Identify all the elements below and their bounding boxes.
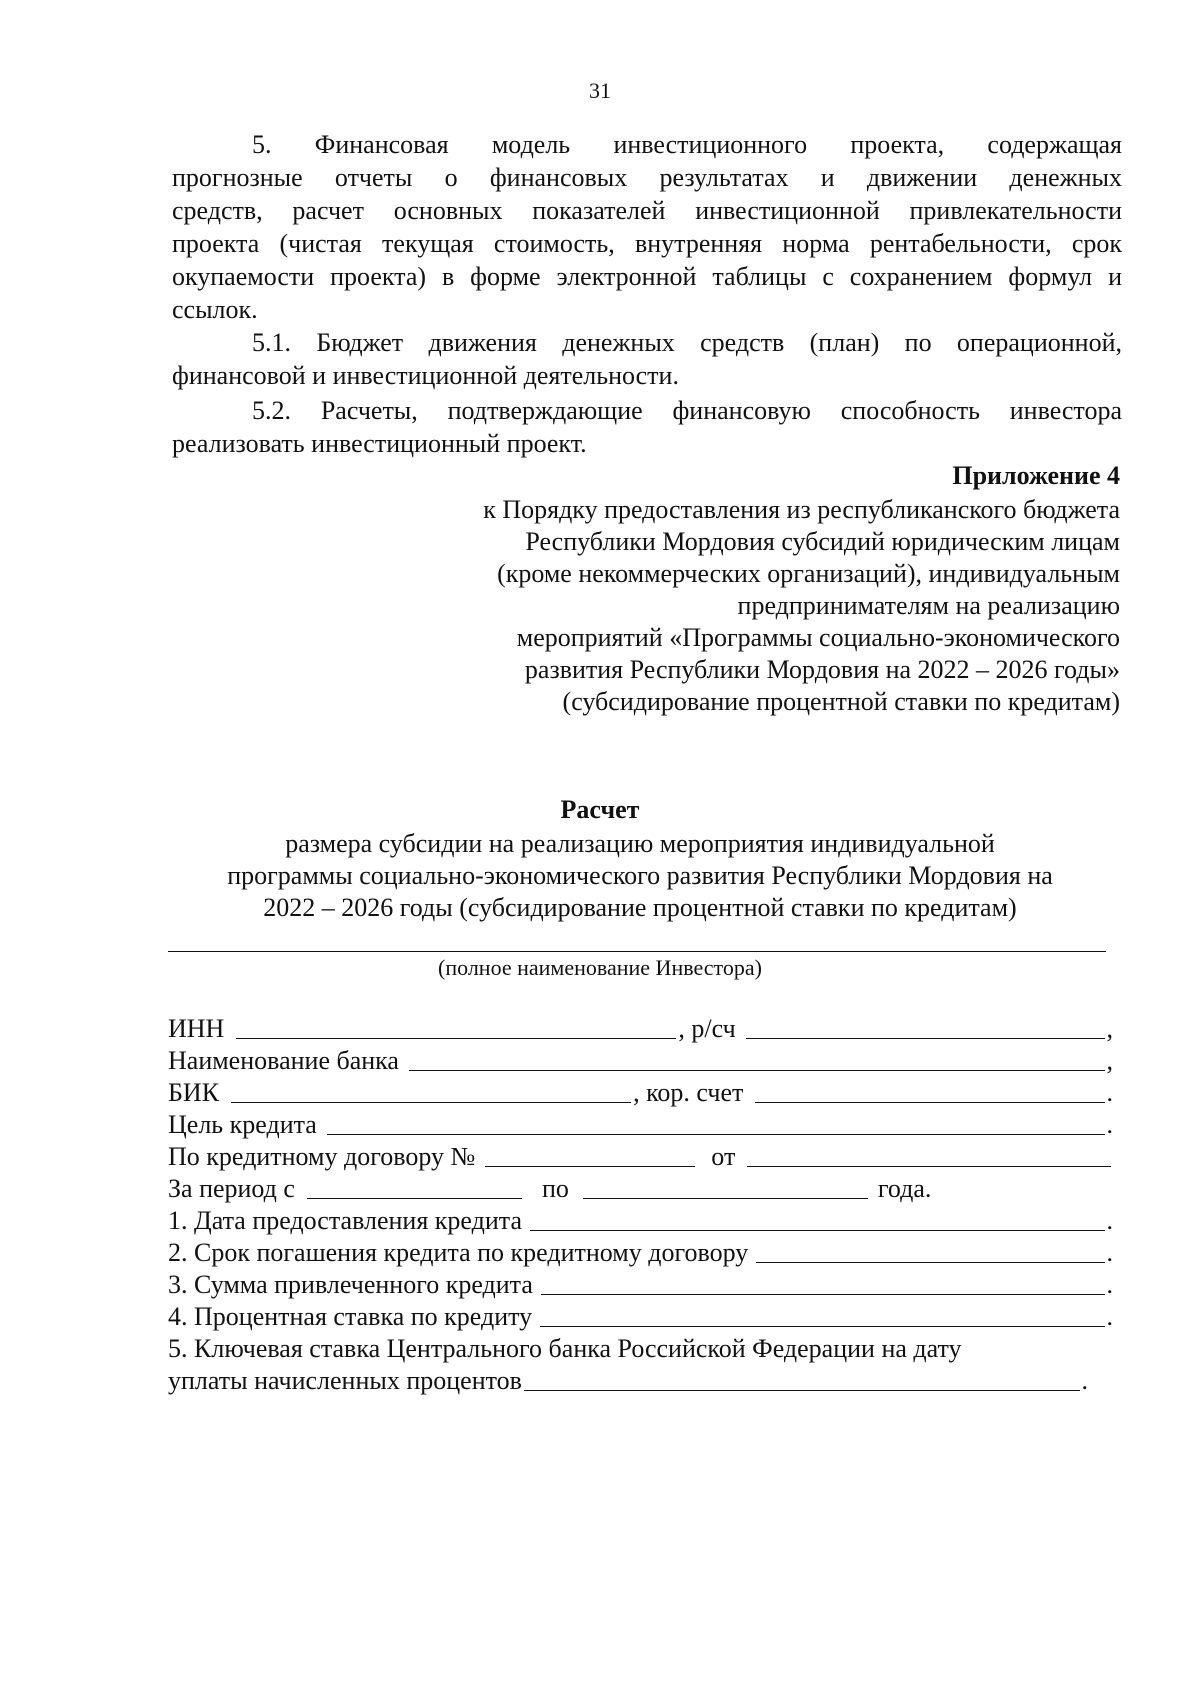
appendix-line: (субсидирование процентной ставки по кредитам) (562, 687, 1120, 716)
appendix-line: (кроме некоммерческих организаций), индивидуальным (497, 559, 1120, 588)
paragraph-line: проекта (чистая текущая стоимость, внутренняя норма рентабельности, срок (172, 229, 1122, 258)
appendix-line: Республики Мордовия субсидий юридическим лицам (525, 527, 1120, 556)
bik-field[interactable] (231, 1080, 631, 1103)
item-3-label: 3. Сумма привлеченного кредита (168, 1270, 533, 1299)
goal-label: Цель кредита (168, 1110, 317, 1139)
kor-account-field[interactable] (755, 1080, 1104, 1103)
subtitle-line: программы социально-экономического развития Республики Мордовия на (227, 861, 1053, 890)
contract-number-field[interactable] (485, 1144, 695, 1167)
item-5-continuation-row (168, 1364, 1088, 1396)
rs-field[interactable] (746, 1016, 1105, 1039)
item-4-label: 4. Процентная ставка по кредиту (168, 1302, 533, 1331)
paragraph-line: 5.1. Бюджет движения денежных средств (план) по операционной, (252, 328, 1122, 357)
bik-row (168, 1076, 1113, 1108)
rs-label: , р/сч (678, 1014, 736, 1043)
period-mark: . (1106, 1110, 1113, 1139)
contract-row (168, 1140, 1113, 1172)
item-2-label: 2. Срок погашения кредита по кредитному договору (168, 1238, 749, 1267)
item-1-row (168, 1204, 1113, 1236)
item-3-row (168, 1268, 1113, 1300)
contract-date-field[interactable] (747, 1144, 1111, 1167)
period-mark: . (1106, 1206, 1113, 1235)
calculation-subtitle (160, 828, 1120, 924)
paragraph-line: прогнозные отчеты о финансовых результатах и движении денежных (172, 163, 1122, 192)
period-label: За период с (168, 1174, 295, 1203)
period-mark: . (1106, 1238, 1113, 1267)
goal-row (168, 1108, 1113, 1140)
bik-label: БИК (168, 1078, 220, 1107)
item-2-field[interactable] (756, 1240, 1104, 1263)
investor-name-field[interactable] (168, 951, 1106, 952)
item-5-label: 5. Ключевая ставка Центрального банка Российской Федерации на дату (168, 1334, 962, 1363)
inn-row (168, 1012, 1113, 1044)
item-1-field[interactable] (530, 1208, 1105, 1231)
bank-label: Наименование банка (168, 1046, 399, 1075)
paragraph-line: 5.2. Расчеты, подтверждающие финансовую способность инвестора (252, 396, 1122, 425)
appendix-header (180, 460, 1120, 718)
item-4-row (168, 1300, 1113, 1332)
appendix-line: развития Республики Мордовия на 2022 – 2026 годы» (524, 655, 1120, 684)
item-2-row (168, 1236, 1113, 1268)
inn-label: ИНН (168, 1014, 225, 1043)
item-5-label-continued: уплаты начисленных процентов (168, 1366, 522, 1395)
investor-name-caption: (полное наименование Инвестора) (438, 955, 762, 980)
item-5-field[interactable] (524, 1368, 1080, 1391)
item-4-field[interactable] (540, 1304, 1104, 1327)
page-number: 31 (589, 78, 611, 103)
paragraph-5-1 (172, 326, 1122, 392)
goal-field[interactable] (327, 1112, 1105, 1135)
calculation-title: Расчет (560, 795, 640, 824)
from-label: от (711, 1142, 736, 1171)
to-label: по (541, 1174, 569, 1203)
paragraph-line: реализовать инвестиционный проект. (172, 429, 587, 458)
subtitle-line: 2022 – 2026 годы (субсидирование процентной ставки по кредитам) (263, 893, 1017, 922)
contract-label: По кредитному договору № (168, 1142, 476, 1171)
kor-label: , кор. счет (633, 1078, 744, 1107)
item-3-field[interactable] (541, 1272, 1105, 1295)
period-mark: . (1081, 1366, 1088, 1395)
comma-mark: , (1106, 1014, 1113, 1043)
appendix-title: Приложение 4 (952, 461, 1120, 490)
period-end-field[interactable] (583, 1176, 868, 1199)
paragraph-5-2 (172, 394, 1122, 460)
period-mark: . (1106, 1270, 1113, 1299)
paragraph-line: 5. Финансовая модель инвестиционного проекта, содержащая (252, 130, 1122, 159)
paragraph-line: окупаемости проекта) в форме электронной таблицы с сохранением формул и (172, 262, 1122, 291)
item-5-row (168, 1332, 1113, 1364)
bank-row (168, 1044, 1113, 1076)
appendix-line: мероприятий «Программы социально-экономического (516, 623, 1120, 652)
year-label: года. (877, 1174, 932, 1203)
paragraph-line: средств, расчет основных показателей инвестиционной привлекательности (172, 196, 1122, 225)
subtitle-line: размера субсидии на реализацию мероприятия индивидуальной (285, 829, 995, 858)
appendix-line: предпринимателям на реализацию (737, 591, 1120, 620)
period-row (168, 1172, 1113, 1204)
inn-field[interactable] (236, 1016, 676, 1039)
period-mark: . (1106, 1078, 1113, 1107)
paragraph-line: финансовой и инвестиционной деятельности. (172, 361, 679, 390)
paragraph-5 (172, 128, 1122, 326)
item-1-label: 1. Дата предоставления кредита (168, 1206, 522, 1235)
paragraph-line: ссылок. (172, 295, 258, 324)
appendix-line: к Порядку предоставления из республиканского бюджета (483, 495, 1120, 524)
period-start-field[interactable] (307, 1176, 522, 1199)
period-mark: . (1106, 1302, 1113, 1331)
bank-field[interactable] (409, 1048, 1105, 1071)
comma-mark: , (1106, 1046, 1113, 1075)
